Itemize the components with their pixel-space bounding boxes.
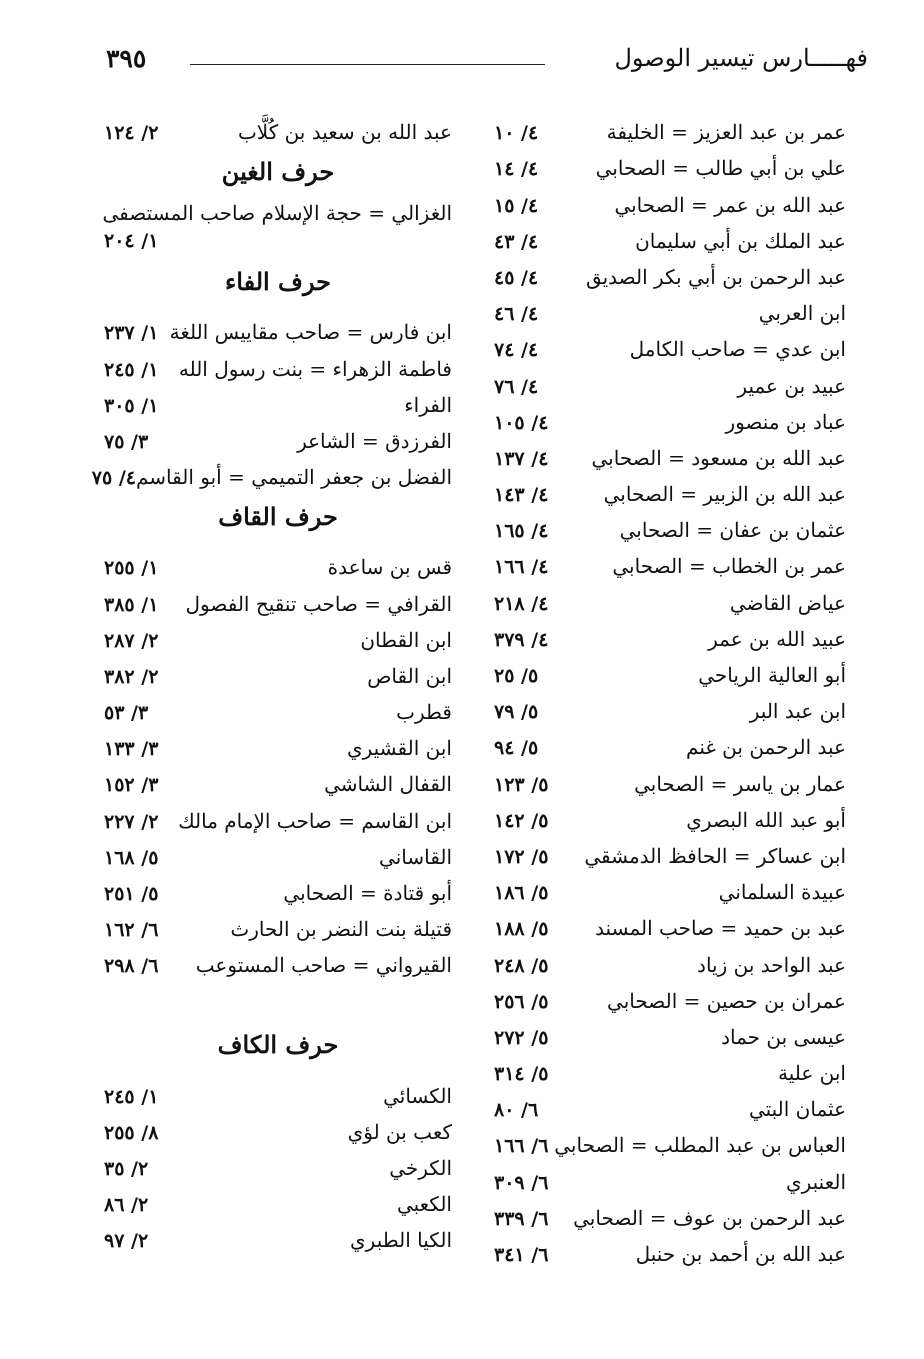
entry-name: عبيد بن عمير (737, 373, 846, 398)
entry-page-ref: ٥/ ٢٥ (494, 665, 539, 687)
entry-name: عبد الله بن عمر = الصحابي (614, 192, 846, 217)
entry-page-ref: ٤/ ٤٥ (494, 266, 539, 289)
entry-page-ref: ٥/ ٢٤٨ (494, 954, 549, 977)
entry-name: الفرزدق = الشاعر (297, 428, 452, 453)
entry-name: قس بن ساعدة (327, 555, 452, 580)
entry-page-ref: ٦/ ١٦٢ (104, 919, 159, 942)
entry-page-ref: ١/ ٢٥٥ (104, 557, 159, 580)
entry-page-ref: ٥/ ٣١٤ (494, 1063, 549, 1086)
entry-page-ref: ٤/ ١٦٥ (494, 520, 549, 543)
entry-page-ref: ٥/ ١٦٨ (104, 846, 159, 869)
index-entry (494, 1085, 846, 1121)
index-entry (494, 1230, 846, 1266)
index-entry (494, 1194, 846, 1230)
entry-name: قطرب (396, 700, 452, 725)
index-column-left (91, 108, 452, 1253)
index-entry (494, 180, 846, 216)
index-entry (494, 470, 846, 506)
index-entry (104, 1216, 452, 1252)
entry-name: عبد بن حميد = صاحب المسند (595, 916, 846, 941)
entry-page-ref: ٨/ ٢٥٥ (104, 1121, 159, 1144)
index-entry (494, 1049, 846, 1085)
entry-page-ref: ٢/ ٩٧ (104, 1230, 149, 1253)
index-entry (494, 434, 846, 470)
index-entry (494, 108, 846, 144)
entry-name: القاساني (379, 844, 452, 869)
index-entry (104, 543, 452, 579)
entry-name: عثمان البتي (748, 1097, 846, 1122)
entry-name: فاطمة الزهراء = بنت رسول الله (178, 356, 452, 381)
entry-name: أبو قتادة = الصحابي (283, 881, 452, 905)
entry-name: ابن القاسم = صاحب الإمام مالك (178, 808, 452, 833)
entry-page-ref: ٣/ ١٥٢ (104, 774, 159, 797)
running-title: فهـــــارس تيسير الوصول (614, 44, 868, 72)
index-entry (104, 941, 452, 977)
entry-page-ref: ٤/ ١٤ (494, 158, 539, 181)
index-entry (494, 1121, 846, 1157)
entry-name: القفال الشاشي (324, 772, 452, 797)
entry-name: القيرواني = صاحب المستوعب (195, 953, 452, 978)
entry-page-ref: ٥/ ٩٤ (494, 737, 539, 760)
entry-page-ref: ٤/ ٧٤ (494, 339, 539, 362)
entry-name: عمار بن ياسر = الصحابي (634, 771, 846, 796)
page-number: ٣٩٥ (106, 44, 147, 73)
index-entry (494, 542, 846, 578)
header-rule (190, 64, 545, 65)
index-entry (104, 833, 452, 869)
entry-page-ref: ٤/ ٤٦ (494, 303, 539, 326)
entry-page-ref: ٦/ ٣٠٩ (494, 1171, 549, 1194)
entry-page-ref: ١/ ٣٨٥ (104, 593, 159, 616)
entry-page-ref: ٥/ ٢٥١ (104, 883, 159, 905)
index-entry (104, 616, 452, 652)
entry-name: الكسائي (383, 1083, 452, 1108)
entry-name: أبو العالية الرياحي (698, 663, 846, 687)
index-entry (494, 832, 846, 868)
index-entry (494, 1013, 846, 1049)
index-entry (104, 108, 452, 144)
entry-name: عثمان بن عفان = الصحابي (619, 518, 846, 543)
index-entry (494, 1157, 846, 1193)
index-entry (104, 1144, 452, 1180)
entry-name: عياض القاضي (729, 590, 846, 615)
index-entry (494, 687, 846, 723)
index-entry (104, 905, 452, 941)
index-entry (104, 579, 452, 615)
entry-name: ابن العربي (758, 301, 846, 326)
entry-name: عبد الله بن أحمد بن حنبل (635, 1242, 846, 1266)
entry-page-ref: ٢/ ١٢٤ (104, 122, 159, 145)
index-entry (494, 144, 846, 180)
entry-page-ref: ٤/ ١٤٣ (494, 484, 549, 507)
entry-page-ref: ٥/ ١٢٣ (494, 773, 549, 796)
index-column-right (494, 108, 846, 1266)
entry-page-ref: ٢/ ٣٨٢ (104, 665, 159, 688)
entry-name: عبد الملك بن أبي سليمان (635, 228, 846, 253)
index-entry (494, 904, 846, 940)
entry-page-ref: ٥/ ٢٧٢ (494, 1026, 549, 1049)
entry-name: عبيدة السلماني (718, 880, 846, 905)
entry-name: الكرخي (389, 1155, 452, 1180)
entry-name: الكعبي (396, 1192, 452, 1217)
index-entry (104, 652, 452, 688)
entry-page-ref: ٥/ ١٧٢ (494, 845, 549, 868)
entry-page-ref: ٤/ ٧٦ (494, 375, 539, 398)
index-entry (494, 940, 846, 976)
entry-page-ref: ١/ ٢٤٥ (104, 358, 159, 381)
index-entry (104, 796, 452, 832)
index-entry (104, 1180, 452, 1216)
entry-page-ref: ١/ ٢٤٥ (104, 1085, 159, 1108)
entry-page-ref: ٤/ ٧٥ (91, 467, 136, 490)
section-heading: حرف الفاء (224, 267, 332, 297)
index-entry (104, 688, 452, 724)
entry-page-ref: ٤/ ٣٧٩ (494, 628, 549, 651)
entry-name: الغزالي = حجة الإسلام صاحب المستصفى (102, 201, 452, 226)
entry-name: عبد الله بن سعيد بن كُلَّاب (237, 120, 452, 145)
index-entry (494, 759, 846, 795)
entry-page-ref: ٤/ ١٥ (494, 194, 539, 217)
index-entry (104, 417, 452, 453)
entry-name: ابن القشيري (346, 736, 452, 761)
entry-page-ref: ١/ ٣٠٥ (104, 394, 159, 417)
index-entry (104, 344, 452, 380)
entry-name: العباس بن عبد المطلب = الصحابي (554, 1133, 846, 1158)
entry-name: عمر بن عبد العزيز = الخليفة (606, 120, 846, 145)
entry-page-ref: ٢/ ٨٦ (104, 1194, 149, 1217)
index-entry (494, 506, 846, 542)
section-heading: حرف الكاف (217, 1030, 339, 1060)
entry-page-ref: ٦/ ٨٠ (494, 1099, 539, 1122)
index-entry (494, 578, 846, 614)
index-entry (91, 453, 452, 490)
entry-page-ref: ٢/ ٣٥ (104, 1157, 149, 1180)
entry-name: عيسى بن حماد (721, 1024, 846, 1049)
entry-name: عمر بن الخطاب = الصحابي (612, 554, 846, 579)
entry-name: عبد الله بن الزبير = الصحابي (603, 482, 846, 507)
entry-page-ref: ٥/ ٢٥٦ (494, 990, 549, 1013)
entry-page-ref: ٤/ ١٠ (494, 122, 539, 145)
index-entry (494, 723, 846, 759)
index-entry (104, 724, 452, 760)
entry-name: ابن القطان (360, 627, 452, 652)
entry-page-ref: ١/ ٢٠٤ (104, 230, 159, 253)
index-entry (104, 1071, 452, 1107)
index-entry (494, 253, 846, 289)
entry-page-ref: ٥/ ١٨٦ (494, 882, 549, 905)
entry-page-ref: ٤/ ٢١٨ (494, 592, 549, 615)
entry-name: ابن عساكر = الحافظ الدمشقي (584, 843, 846, 868)
entry-page-ref: ٦/ ٢٩٨ (104, 955, 159, 978)
entry-name: قتيلة بنت النضر بن الحارث (230, 917, 452, 942)
entry-name: الفضل بن جعفر التميمي = أبو القاسم (135, 465, 452, 490)
entry-name: عمران بن حصين = الصحابي (607, 988, 846, 1013)
index-entry (104, 760, 452, 796)
entry-name: عبد الرحمن بن أبي بكر الصديق (585, 264, 846, 289)
entry-page-ref: ٦/ ٣٣٩ (494, 1207, 549, 1230)
index-entry (104, 869, 452, 905)
entry-name: عباد بن منصور (725, 409, 846, 434)
index-entry (494, 217, 846, 253)
index-entry (494, 651, 846, 687)
entry-name: ابن القاص (367, 663, 452, 688)
entry-page-ref: ٤/ ١٠٥ (494, 411, 549, 434)
entry-name: عبد الواحد بن زياد (697, 952, 846, 977)
entry-name: عبد الله بن مسعود = الصحابي (591, 445, 846, 470)
index-entry (494, 796, 846, 832)
entry-page-ref: ٤/ ٤٣ (494, 230, 539, 253)
index-entry (494, 977, 846, 1013)
index-entry (494, 868, 846, 904)
index-entry (494, 325, 846, 361)
entry-name: عبيد الله بن عمر (708, 626, 846, 651)
entry-name: ابن علية (777, 1061, 846, 1086)
entry-name: القرافي = صاحب تنقيح الفصول (185, 591, 452, 616)
entry-name: علي بن أبي طالب = الصحابي (595, 156, 846, 181)
entry-page-ref: ٦/ ٣٤١ (494, 1244, 549, 1266)
section-heading: حرف القاف (218, 502, 338, 532)
entry-name: الفراء (404, 392, 452, 417)
entry-name: كعب بن لؤي (347, 1119, 452, 1144)
entry-page-ref: ١/ ٢٣٧ (104, 322, 159, 345)
entry-page-ref: ٥/ ١٨٨ (494, 918, 549, 941)
entry-name: أبو عبد الله البصري (686, 807, 846, 832)
entry-page-ref: ٥/ ٧٩ (494, 701, 539, 724)
entry-name: الكيا الطبري (350, 1228, 452, 1253)
entry-page-ref: ٤/ ١٦٦ (494, 556, 549, 579)
entry-page-ref: ٣/ ٥٣ (104, 702, 149, 725)
page-header (0, 44, 924, 84)
entry-name: ابن فارس = صاحب مقاييس اللغة (169, 320, 452, 345)
section-spacer (104, 977, 452, 1017)
index-entry (104, 1108, 452, 1144)
entry-name: ابن عدي = صاحب الكامل (629, 337, 846, 362)
entry-page-ref: ٣/ ٧٥ (104, 430, 149, 453)
index-entry (494, 398, 846, 434)
entry-name: العنبري (785, 1169, 846, 1194)
index-entry (494, 361, 846, 397)
section-heading: حرف الغين (221, 157, 335, 187)
index-entry (104, 308, 452, 344)
entry-page-ref: ٤/ ١٣٧ (494, 447, 549, 470)
entry-page-ref: ٢/ ٢٨٧ (104, 629, 159, 652)
index-entry (494, 615, 846, 651)
index-entry (494, 289, 846, 325)
entry-name: عبد الرحمن بن غنم (686, 735, 846, 760)
entry-page-ref: ٢/ ٢٢٧ (104, 810, 159, 833)
entry-page-ref: ٥/ ١٤٢ (494, 809, 549, 832)
entry-name: عبد الرحمن بن عوف = الصحابي (573, 1205, 846, 1230)
entry-page-ref: ٣/ ١٣٣ (104, 738, 159, 761)
entry-page-ref: ٦/ ١٦٦ (494, 1135, 549, 1158)
index-entry (104, 198, 452, 254)
index-entry (104, 381, 452, 417)
entry-name: ابن عبد البر (749, 699, 846, 724)
